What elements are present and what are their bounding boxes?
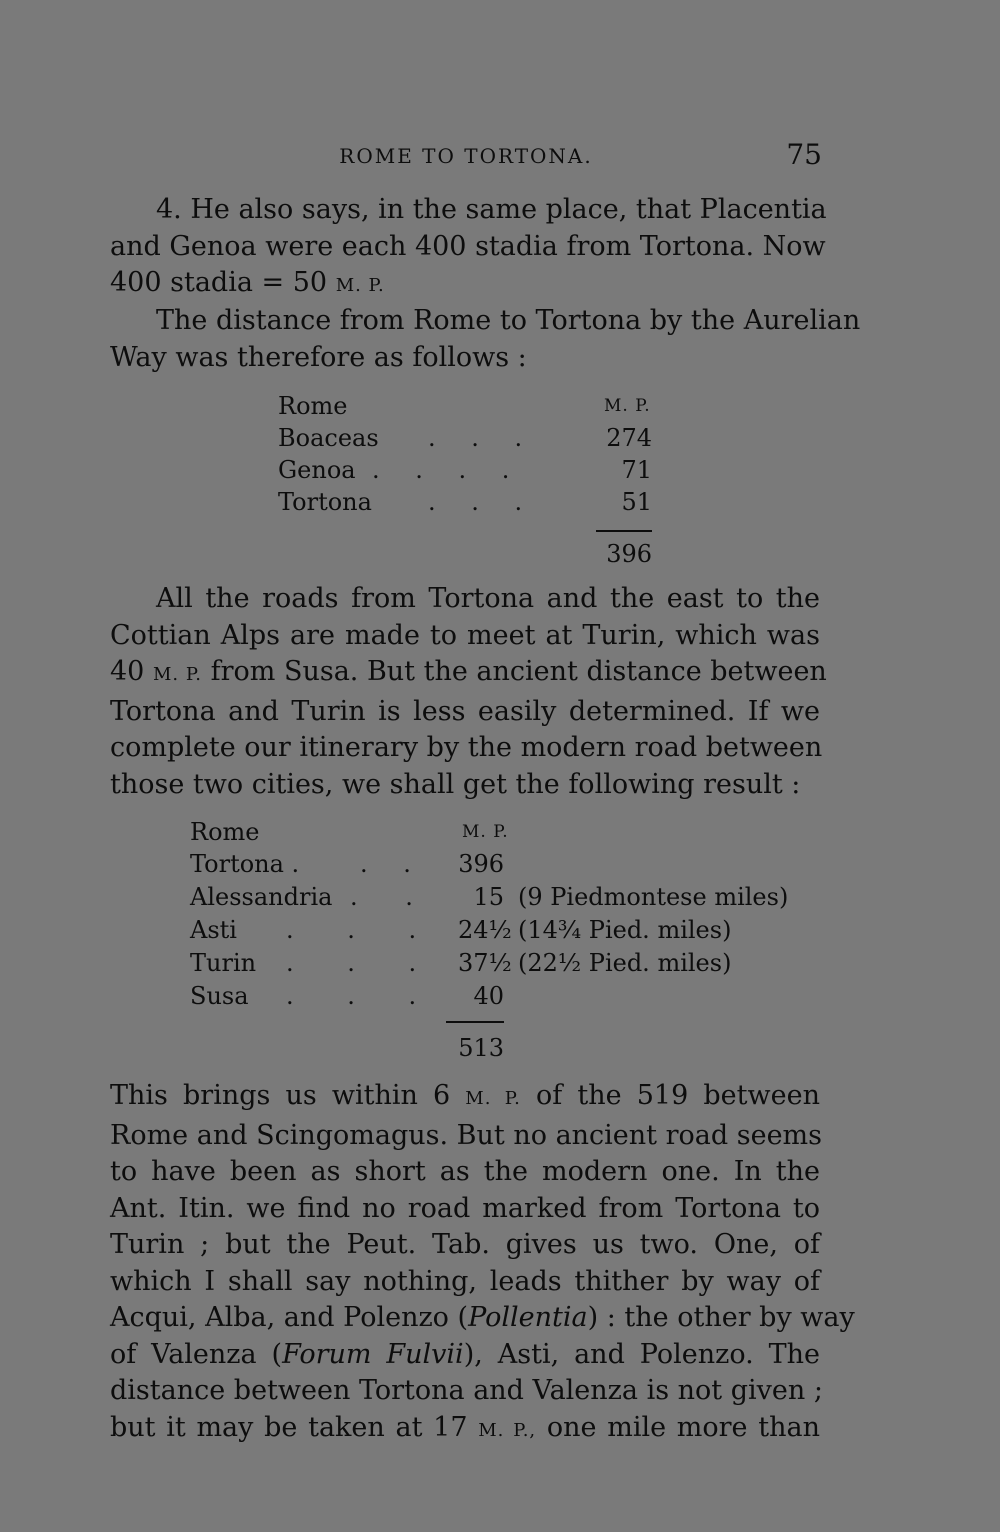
table-total-value: 396	[606, 540, 652, 568]
table-cell-place: Asti	[190, 916, 237, 944]
paragraph-line: Turin ; but the Peut. Tab. gives us two. One, of	[110, 1229, 820, 1260]
line-text: from Susa. But the ancient distance between	[210, 656, 827, 687]
running-title: ROME TO TORTONA.	[339, 144, 593, 168]
paragraph-line: Rome and Scingomagus. But no ancient road seems	[110, 1119, 823, 1151]
paragraph-line: The distance from Rome to Tortona by the Aurelian	[156, 305, 861, 336]
paragraph-line: those two cities, we shall get the following result :	[110, 768, 801, 800]
table-total-row	[278, 540, 658, 572]
paragraph-line: Ant. Itin. we find no road marked from Tortona to	[110, 1192, 820, 1224]
table-cell-value: 51	[621, 488, 652, 516]
table-cell-value: 396	[458, 850, 504, 878]
paragraph-line	[110, 1337, 820, 1374]
table-unit-header: M. P.	[604, 396, 651, 416]
line-text: ), Asti, and Polenzo. The	[463, 1338, 821, 1370]
paragraph-line	[110, 1410, 820, 1450]
leader-dots: . .	[350, 883, 413, 911]
page-number: 75	[786, 138, 822, 171]
table-cell-value: 15	[473, 883, 504, 911]
table-cell-place: Genoa	[278, 456, 356, 484]
italic-place-name: Pollentia	[468, 1302, 588, 1333]
table-row	[190, 883, 790, 915]
table-cell-place: Boaceas	[278, 424, 379, 452]
table-cell-value: 40	[473, 982, 504, 1010]
line-text: 40	[110, 656, 145, 687]
table-row	[190, 850, 790, 882]
sum-rule	[446, 1021, 504, 1023]
line-text: 400 stadia = 50	[110, 267, 328, 298]
paragraph-line	[110, 265, 820, 305]
paragraph-1	[110, 192, 827, 305]
paragraph-line	[110, 654, 827, 694]
table-cell-place: Tortona .	[190, 850, 300, 878]
unit-abbrev: M. P.	[335, 275, 385, 296]
paragraph-line: distance between Tortona and Valenza is not given ;	[110, 1375, 823, 1406]
unit-abbrev: M. P.	[152, 664, 203, 685]
leader-dots: . . .	[286, 916, 417, 944]
table-row	[190, 916, 790, 948]
leader-dots: . . .	[428, 424, 523, 452]
paragraph-3	[110, 581, 827, 803]
table-cell-note: (14¾ Pied. miles)	[518, 916, 732, 944]
paragraph-line: Tortona and Turin is less easily determined. If we	[110, 695, 820, 727]
line-text: ) : the other by way	[587, 1302, 855, 1333]
sum-rule	[596, 530, 652, 532]
table-cell-value: 71	[621, 456, 652, 484]
table-total-value: 513	[458, 1034, 504, 1062]
running-head	[110, 138, 822, 172]
paragraph-line: and Genoa were each 400 stadia from Tortona. Now	[110, 230, 826, 262]
paragraph-line: to have been as short as the modern one. In the	[110, 1156, 820, 1187]
table-cell-place: Rome	[190, 818, 260, 846]
table-total-row	[190, 1034, 790, 1066]
table-cell-value: 37½	[458, 949, 512, 977]
paragraph-line	[110, 1300, 855, 1337]
table-row	[278, 456, 658, 488]
leader-dots: . . .	[286, 982, 417, 1010]
leader-dots: . . .	[286, 949, 417, 977]
table-cell-value: 274	[606, 424, 652, 452]
italic-place-name: Forum Fulvii	[282, 1338, 464, 1370]
distance-table-1	[278, 392, 658, 582]
paragraph-line: complete our itinerary by the modern road between	[110, 732, 823, 763]
table-cell-place: Alessandria	[190, 883, 333, 911]
line-text: This brings us within 6	[110, 1080, 451, 1111]
paragraph-line: which I shall say nothing, leads thither by way of	[110, 1265, 820, 1297]
table-header-row	[278, 392, 658, 424]
table-row	[278, 424, 658, 456]
leader-dots: . .	[360, 850, 411, 878]
leader-dots: . . .	[428, 488, 523, 516]
line-text: of Valenza (	[110, 1338, 283, 1370]
table-cell-note: (22½ Pied. miles)	[518, 949, 732, 977]
table-row	[190, 982, 790, 1014]
table-cell-value: 24½	[458, 916, 512, 944]
paragraph-line: Cottian Alps are made to meet at Turin, which was	[110, 619, 820, 651]
paragraph-line: 4. He also says, in the same place, that Placentia	[156, 194, 827, 225]
table-cell-note: (9 Piedmontese miles)	[518, 883, 789, 911]
table-unit-header: M. P.	[462, 822, 509, 842]
paragraph-2	[110, 303, 861, 376]
paragraph-line: Way was therefore as follows :	[110, 341, 527, 373]
paragraph-line	[110, 1078, 820, 1118]
table-cell-place: Rome	[278, 392, 348, 420]
unit-abbrev: M. P.	[465, 1088, 521, 1109]
line-text: Acqui, Alba, and Polenzo (	[110, 1302, 469, 1333]
line-text: one mile more than	[546, 1411, 820, 1443]
paragraph-4	[110, 1078, 855, 1449]
unit-abbrev: M. P.,	[478, 1419, 537, 1441]
line-text: of the 519 between	[536, 1080, 820, 1111]
table-cell-place: Turin	[190, 949, 257, 977]
table-cell-place: Tortona	[278, 488, 372, 516]
distance-table-2	[190, 818, 790, 1068]
table-row	[190, 949, 790, 981]
table-row	[278, 488, 658, 520]
line-text: but it may be taken at 17	[110, 1411, 468, 1443]
table-cell-place: Susa	[190, 982, 249, 1010]
table-header-row	[190, 818, 790, 850]
leader-dots: . . . .	[372, 456, 510, 484]
paragraph-line: All the roads from Tortona and the east to the	[156, 583, 820, 614]
